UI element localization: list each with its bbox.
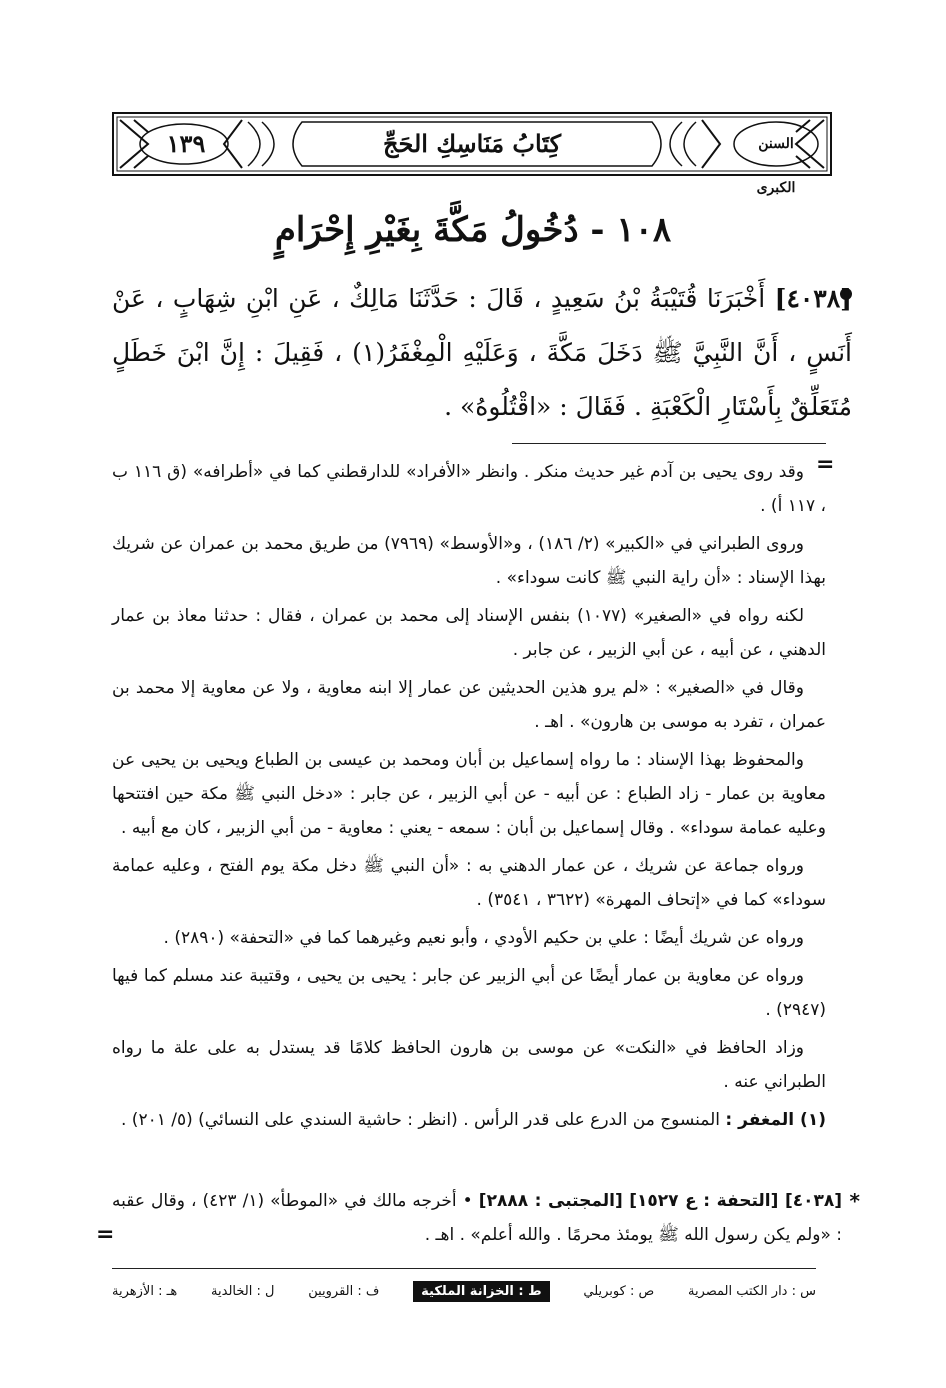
source-item: ص : كوبريلي	[583, 1283, 655, 1299]
footnote-label: (١) المغفر :	[725, 1110, 826, 1130]
tuhfa-text: • أخرجه مالك في «الموطأ» (١/ ٤٢٣) ، وقال عقبه : «ولم يكن رسول الله ﷺ يومئذ محرمًا . والله أعلم» . اهـ .	[112, 1191, 842, 1245]
manuscript-sources	[112, 1276, 816, 1306]
hadith-number: [٤٠٣٨]	[774, 284, 853, 313]
book-logo: السنن الكبرى	[756, 136, 796, 196]
footnote-text: المنسوج من الدرع على قدر الرأس . (انظر : حاشية السندي على النسائي) (٥/ ٢٠١) .	[121, 1110, 720, 1130]
note-paragraph: ورواه عن معاوية بن عمار أيضًا عن أبي الزبير عن جابر : يحيى بن يحيى ، وقتيبة عند مسلم كما فيها (٢٩٤٧) .	[112, 966, 826, 1020]
sources-divider	[112, 1268, 816, 1269]
chapter-title: ١٠٨ - دُخُولُ مَكَّةَ بِغَيْرِ إِحْرَامٍ	[274, 210, 672, 250]
source-item: هـ : الأزهرية	[112, 1283, 178, 1299]
hadith-body	[112, 272, 852, 434]
running-title: كِتَابُ مَنَاسِكِ الحَجِّ	[383, 129, 561, 158]
source-item-highlighted: ط : الخزانة الملكية	[413, 1281, 549, 1302]
page-number: ١٣٩	[166, 129, 206, 158]
source-item: ل : الخالدية	[211, 1283, 275, 1299]
star-marker: *	[849, 1189, 860, 1213]
source-item: ف : القرويين	[308, 1283, 380, 1299]
hadith-text: أَخْبَرَنَا قُتَيْبَةُ بْنُ سَعِيدٍ ، قَالَ : حَدَّثَنَا مَالِكٌ ، عَنِ ابْنِ شِهَابٍ ، عَنْ أَنَسٍ ، أَنَّ النَّبِيَّ ﷺ دَخَلَ مَكَّةَ ، وَعَلَيْهِ الْمِغْفَرُ(١) ، فَقِيلَ : إِنَّ ابْنَ خَطَلٍ مُتَعَلِّقٌ بِأَسْتَارِ الْكَعْبَةِ . فَقَالَ : «اقْتُلُوهُ» .	[112, 284, 852, 421]
footnote-mighfar	[112, 1103, 826, 1137]
continuation-marker-top: =	[816, 452, 835, 477]
note-paragraph: وزاد الحافظ في «النكت» عن موسى بن هارون الحافظ كلامًا قد يستدل به على علة ما رواه الطبراني عنه .	[112, 1038, 826, 1092]
tuhfa-refs: [٤٠٣٨] [التحفة : ع ١٥٢٧] [المجتبى : ٢٨٨٨]	[478, 1191, 843, 1211]
footnotes	[112, 455, 826, 1141]
source-item: س : دار الكتب المصرية	[687, 1283, 816, 1299]
note-paragraph: ورواه عن شريك أيضًا : علي بن حكيم الأودي ، وأبو نعيم وغيرهما كما في «التحفة» (٢٨٩٠) .	[163, 928, 804, 948]
note-paragraph: وقد روى يحيى بن آدم غير حديث منكر . وانظر «الأفراد» للدارقطني كما في «أطرافه» (ق ١١٦ ب ، ١١٧ أ) .	[112, 462, 826, 516]
page-header	[112, 112, 832, 196]
note-paragraph: لكنه رواه في «الصغير» (١٠٧٧) بنفس الإسناد إلى محمد بن عمران ، فقال : حدثنا معاذ بن عمار الدهني ، عن أبيه ، عن أبي الزبير ، عن جابر .	[112, 606, 826, 660]
notes-divider	[512, 443, 826, 444]
note-paragraph: ورواه جماعة عن شريك ، عن عمار الدهني به : «أن النبي ﷺ دخل مكة يوم الفتح ، وعليه عمامة سوداء» كما في «إتحاف المهرة» (٣٦٢٢ ، ٣٥٤١) .	[112, 856, 826, 910]
note-paragraph: وروى الطبراني في «الكبير» (٢/ ١٨٦) ، و«الأوسط» (٧٩٦٩) من طريق محمد بن عمران عن شريك بهذا الإسناد : «أن راية النبي ﷺ كانت سوداء» .	[112, 534, 826, 588]
tuhfa-reference	[112, 1184, 860, 1252]
note-paragraph: وقال في «الصغير» : «لم يرو هذين الحديثين عن عمار إلا ابنه معاوية ، ولا عن معاوية إلا محمد بن عمران ، تفرد به موسى بن هارون» . اهـ .	[112, 678, 826, 732]
continuation-marker-bottom: =	[96, 1222, 115, 1247]
note-paragraph: والمحفوظ بهذا الإسناد : ما رواه إسماعيل بن أبان ومحمد بن عيسى بن الطباع ويحيى بن يحيى عن معاوية بن عمار - زاد الطباع : عن أبيه - عن أبي الزبير ، عن جابر : «دخل النبي ﷺ مكة حين افتتحها وعليه عمامة سوداء» . وقال إسماعيل بن أبان : سمعه - يعني : معاوية - من أبي الزبير ، كان مع أبيه .	[112, 750, 826, 838]
